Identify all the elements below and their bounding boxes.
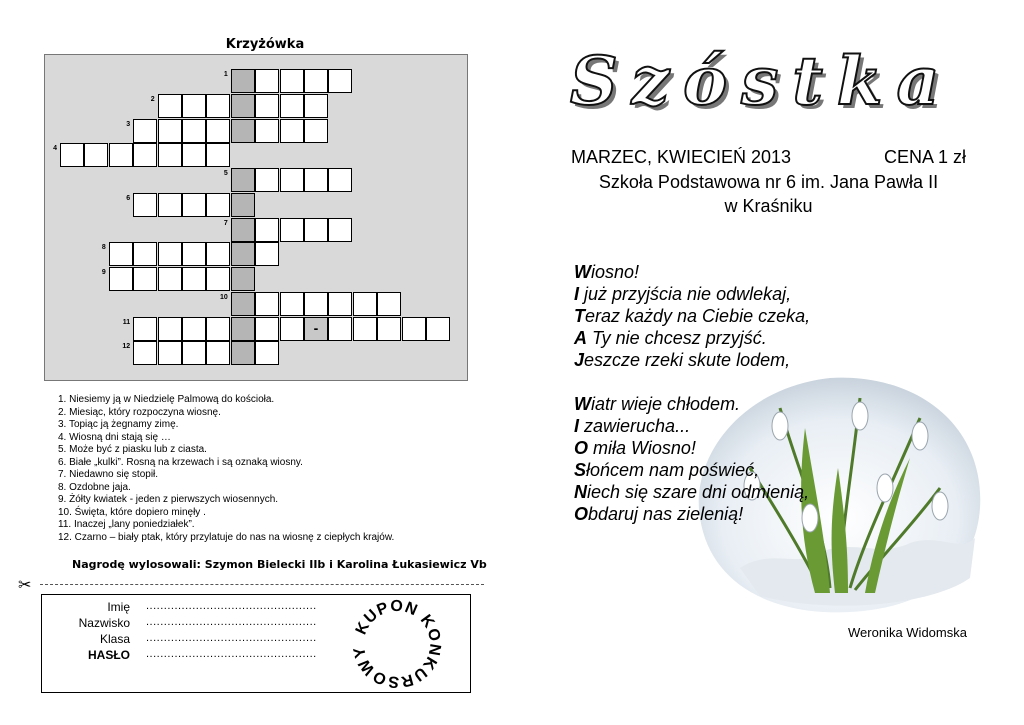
poem-initial: I	[574, 416, 580, 436]
crossword-cell[interactable]	[255, 119, 279, 143]
crossword-cell[interactable]	[182, 242, 206, 266]
crossword-cell[interactable]	[182, 94, 206, 118]
poem-line	[574, 283, 810, 305]
poem-line	[574, 327, 810, 349]
crossword-cell[interactable]	[206, 242, 230, 266]
password-cell[interactable]	[231, 119, 255, 143]
crossword-cell[interactable]	[280, 69, 304, 93]
clue-item: 10. Święta, które dopiero minęły .	[58, 506, 206, 518]
crossword-cell[interactable]	[255, 317, 279, 341]
poem	[574, 261, 810, 525]
poem-initial: O	[574, 504, 589, 524]
poem-line	[574, 503, 810, 525]
scissors-icon: ✂	[18, 577, 32, 594]
crossword-cell[interactable]	[304, 218, 328, 242]
crossword-cell[interactable]	[133, 267, 157, 291]
crossword-cell[interactable]	[182, 143, 206, 167]
badge-text: KUPON KONKURSOWY	[350, 597, 444, 691]
crossword-cell[interactable]	[304, 94, 328, 118]
poem-text: eraz każdy na Ciebie czeka,	[585, 306, 811, 326]
clue-item: 9. Żółty kwiatek - jeden z pierwszych wiosennych.	[58, 494, 279, 505]
poem-initial: W	[574, 262, 591, 282]
crossword-cell[interactable]	[304, 292, 328, 316]
crossword-cell[interactable]	[158, 119, 182, 143]
crossword-cell[interactable]	[328, 69, 352, 93]
coupon-field-label: Klasa	[99, 632, 130, 646]
row-number: 3	[126, 120, 131, 128]
crossword-cell[interactable]	[109, 143, 133, 167]
poem-initial: O	[574, 438, 589, 458]
crossword-cell[interactable]	[377, 317, 401, 341]
masthead-title: Szóstka	[570, 42, 954, 120]
crossword-cell[interactable]	[280, 94, 304, 118]
crossword-cell[interactable]	[255, 94, 279, 118]
password-cell[interactable]	[231, 193, 255, 217]
poem-line	[574, 261, 810, 283]
row-number: 12	[122, 343, 131, 351]
issue-date: MARZEC, KWIECIEŃ 2013	[571, 147, 792, 167]
crossword-cell[interactable]	[304, 119, 328, 143]
crossword-cell[interactable]	[280, 292, 304, 316]
poem-text: łońcem nam poświeć,	[586, 460, 760, 480]
crossword-cell[interactable]	[133, 119, 157, 143]
clue-item: 4. Wiosną dni stają się …	[58, 431, 171, 443]
coupon-field-input[interactable]: ................................................	[146, 648, 317, 660]
crossword-cell[interactable]	[280, 119, 304, 143]
crossword-cell[interactable]	[206, 193, 230, 217]
poem-text: zawierucha...	[579, 416, 691, 436]
crossword-cell[interactable]	[206, 119, 230, 143]
coupon-badge	[342, 597, 452, 691]
row-number: 11	[122, 318, 131, 326]
poem-line	[574, 349, 810, 371]
winners-line: Nagrodę wylosowali: Szymon Bielecki IIb i Karolina Łukasiewicz Vb	[72, 558, 487, 571]
row-number: 10	[220, 293, 228, 301]
crossword-cell[interactable]	[182, 341, 206, 365]
clue-item: 5. Może być z piasku lub z ciasta.	[58, 444, 207, 455]
crossword-cell[interactable]	[328, 317, 352, 341]
password-cell[interactable]	[231, 242, 255, 266]
poem-initial: S	[574, 460, 587, 480]
row-number: 5	[223, 170, 228, 177]
crossword-cell[interactable]	[182, 267, 206, 291]
poem-text: Ty nie chcesz przyjść.	[587, 328, 767, 348]
password-cell[interactable]	[231, 69, 255, 93]
poem-text: miła Wiosno!	[588, 438, 696, 458]
row-number: 9	[101, 269, 106, 276]
issue-line	[571, 147, 966, 168]
poem-initial: N	[574, 482, 587, 502]
poem-initial: A	[574, 328, 587, 348]
crossword-cell[interactable]	[158, 193, 182, 217]
dash-cell: -	[304, 317, 328, 341]
crossword-cell[interactable]	[133, 242, 157, 266]
poem-text: iosno!	[591, 262, 640, 282]
crossword-cell[interactable]	[206, 143, 230, 167]
crossword-cell[interactable]	[182, 317, 206, 341]
password-cell[interactable]	[231, 317, 255, 341]
poem-author: Weronika Widomska	[848, 625, 967, 640]
poem-line	[574, 415, 810, 437]
crossword-cell[interactable]	[206, 317, 230, 341]
school-name: Szkoła Podstawowa nr 6 im. Jana Pawła II	[598, 172, 939, 192]
password-cell[interactable]	[231, 168, 255, 192]
clue-item: 2. Miesiąc, który rozpoczyna wiosnę.	[58, 406, 221, 418]
crossword-cell[interactable]	[280, 168, 304, 192]
crossword-cell[interactable]	[206, 341, 230, 365]
coupon-field-label: Nazwisko	[78, 616, 130, 630]
coupon-field-label: Imię	[107, 600, 130, 614]
price: CENA 1 zł	[883, 147, 966, 167]
clue-item: 8. Ozdobne jaja.	[58, 481, 131, 493]
poem-line	[574, 437, 810, 459]
crossword-cell[interactable]	[353, 317, 377, 341]
crossword-grid	[44, 54, 468, 381]
poem-text: bdaruj nas zielenią!	[588, 504, 744, 524]
poem-text: eszcze rzeki skute lodem,	[584, 350, 791, 370]
coupon-form	[41, 594, 471, 693]
row-number: 7	[223, 219, 228, 227]
crossword-cell[interactable]	[255, 242, 279, 266]
poem-line	[574, 393, 810, 415]
crossword-cell[interactable]	[158, 143, 182, 167]
crossword-cell[interactable]	[255, 341, 279, 365]
crossword-cell[interactable]	[402, 317, 426, 341]
poem-initial: J	[574, 350, 585, 370]
password-cell[interactable]	[231, 218, 255, 242]
poem-text: iech się szare dni odmienią,	[587, 482, 810, 502]
poem-initial: T	[574, 306, 585, 326]
crossword-cell[interactable]	[158, 317, 182, 341]
clue-item: 1. Niesiemy ją w Niedzielę Palmową do kościoła.	[58, 394, 275, 405]
poem-initial: W	[574, 394, 591, 414]
row-number: 2	[150, 95, 155, 103]
crossword-cell[interactable]	[426, 317, 450, 341]
clue-item: 11. Inaczej „lany poniedziałek”.	[58, 519, 195, 530]
row-number: 1	[223, 71, 228, 78]
crossword-cell[interactable]	[304, 168, 328, 192]
poem-line	[574, 481, 810, 503]
row-number: 6	[126, 194, 131, 202]
crossword-clues	[58, 394, 394, 544]
clue-item: 7. Niedawno się stopił.	[58, 469, 159, 480]
crossword-cell[interactable]	[109, 267, 133, 291]
crossword-title: Krzyżówka	[225, 37, 305, 52]
crossword-cell[interactable]	[206, 94, 230, 118]
poem-line	[574, 459, 810, 481]
crossword-cell[interactable]	[133, 341, 157, 365]
clue-item: 3. Topiąc ją żegnamy zimę.	[58, 419, 179, 430]
clue-item: 6. Białe „kulki”. Rosną na krzewach i są oznaką wiosny.	[58, 456, 303, 468]
crossword-cell[interactable]	[255, 292, 279, 316]
password-cell[interactable]	[231, 341, 255, 365]
crossword-cell[interactable]	[255, 218, 279, 242]
poem-stanza-gap	[574, 371, 810, 393]
clue-item: 12. Czarno – biały ptak, który przylatuje do nas na wiosnę z ciepłych krajów.	[58, 531, 395, 543]
school-city: w Kraśniku	[724, 196, 813, 216]
coupon-field-input[interactable]: ................................................	[146, 616, 317, 628]
password-cell[interactable]	[231, 94, 255, 118]
crossword-cell[interactable]	[255, 168, 279, 192]
crossword-cell[interactable]	[109, 242, 133, 266]
crossword-cell[interactable]	[133, 193, 157, 217]
crossword-cell[interactable]	[60, 143, 84, 167]
coupon-field-label: HASŁO	[88, 648, 130, 662]
svg-text:KUPON KONKURSOWY	[351, 598, 444, 690]
crossword-cell[interactable]	[158, 267, 182, 291]
password-cell[interactable]	[231, 292, 255, 316]
poem-initial: I	[574, 284, 580, 304]
password-cell[interactable]	[231, 267, 255, 291]
crossword-cell[interactable]	[206, 267, 230, 291]
cut-line	[40, 584, 484, 585]
crossword-cell[interactable]	[328, 168, 352, 192]
crossword-cell[interactable]	[328, 292, 352, 316]
row-number: 4	[53, 145, 57, 153]
crossword-cell[interactable]	[304, 69, 328, 93]
crossword-cell[interactable]	[280, 218, 304, 242]
coupon-field-input[interactable]: ................................................	[146, 600, 317, 612]
crossword-cell[interactable]	[182, 119, 206, 143]
crossword-cell[interactable]	[377, 292, 401, 316]
coupon-field-input[interactable]: ................................................	[146, 632, 317, 644]
crossword-cell[interactable]	[280, 317, 304, 341]
row-number: 8	[101, 244, 106, 252]
crossword-cell[interactable]	[133, 143, 157, 167]
crossword-cell[interactable]	[158, 94, 182, 118]
crossword-cell[interactable]	[328, 218, 352, 242]
poem-line	[574, 305, 810, 327]
crossword-cell[interactable]	[158, 242, 182, 266]
crossword-cell[interactable]	[353, 292, 377, 316]
poem-text: iatr wieje chłodem.	[591, 394, 741, 414]
crossword-cell[interactable]	[255, 69, 279, 93]
crossword-cell[interactable]	[158, 341, 182, 365]
crossword-cell[interactable]	[84, 143, 108, 167]
crossword-cell[interactable]	[133, 317, 157, 341]
crossword-cell[interactable]	[182, 193, 206, 217]
poem-text: już przyjścia nie odwlekaj,	[579, 284, 792, 304]
